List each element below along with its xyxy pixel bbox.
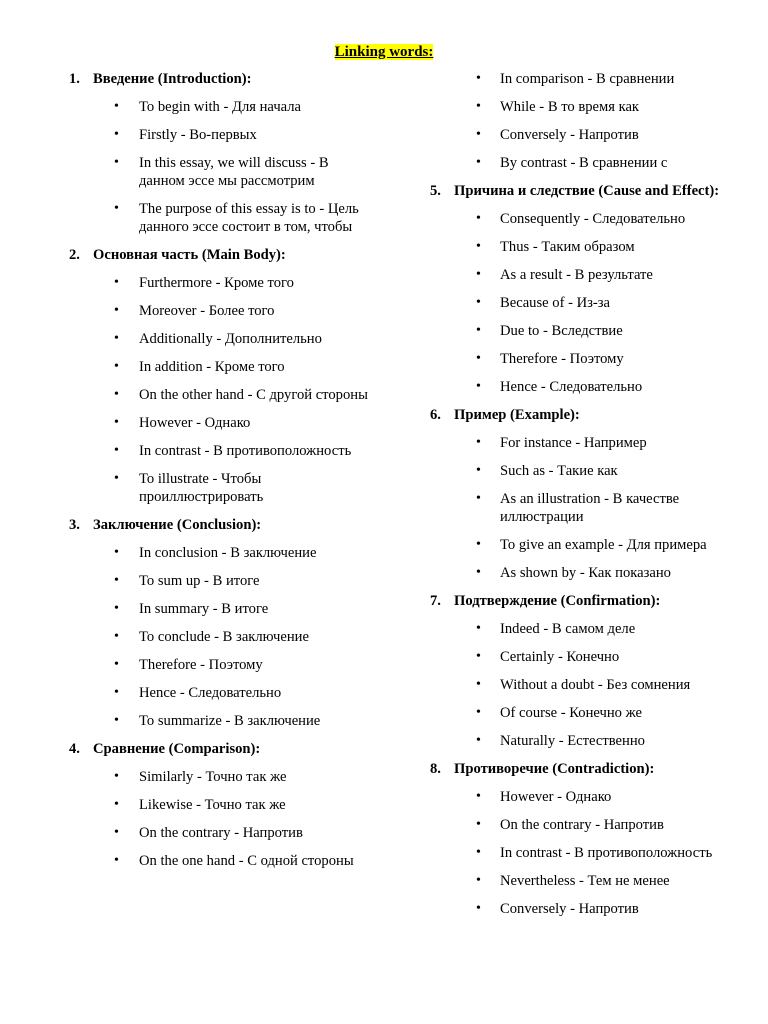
list-item: • To sum up - В итоге [69,572,369,590]
list-item: • Similarly - Точно так же [69,768,369,786]
section-heading [69,516,369,534]
list-item: • To begin with - Для начала [69,98,369,116]
list-item: • Moreover - Более того [69,302,369,320]
section-heading-text: Основная часть (Main Body): [93,247,286,263]
page-title [0,43,768,61]
section-heading [69,740,369,758]
section-heading-text: Сравнение (Comparison): [93,741,261,757]
list-item: • On the contrary - Напротив [69,824,369,842]
item-list [69,544,369,730]
list-item: • To give an example - Для примера [430,536,750,554]
list-item: • In contrast - В противоположность [430,844,750,862]
list-item: • On the other hand - С другой стороны [69,386,369,404]
section [430,182,750,396]
section-heading [430,406,750,424]
list-item: • As an illustration - В качестве иллюстрации [430,490,750,526]
list-item: • For instance - Например [430,434,750,452]
page-title-text: Linking words: [334,44,434,60]
section-number: 3. [69,517,80,533]
list-item: • On the one hand - С одной стороны [69,852,369,870]
list-item: • As shown by - Как показано [430,564,750,582]
list-item: • The purpose of this essay is to - Цель данного эссе состоит в том, чтобы [69,200,369,236]
item-list [69,98,369,236]
section-heading-text: Введение (Introduction): [93,71,252,87]
list-item: • Indeed - В самом деле [430,620,750,638]
list-item: • Due to - Вследствие [430,322,750,340]
list-item: • In this essay, we will discuss - В данном эссе мы рассмотрим [69,154,369,190]
list-item: • By contrast - В сравнении с [430,154,750,172]
list-item: • Naturally - Естественно [430,732,750,750]
section-heading-text: Причина и следствие (Cause and Effect): [454,183,720,199]
item-list [430,210,750,396]
section-number: 5. [430,183,441,199]
list-item: • Furthermore - Кроме того [69,274,369,292]
list-item: • Because of - Из-за [430,294,750,312]
section [430,592,750,750]
list-item: • In comparison - В сравнении [430,70,750,88]
section-heading-text: Пример (Example): [454,407,580,423]
list-item: • To conclude - В заключение [69,628,369,646]
section-number: 7. [430,593,441,609]
list-item: • To illustrate - Чтобы проиллюстрировать [69,470,369,506]
section [69,246,369,506]
list-item: • Additionally - Дополнительно [69,330,369,348]
list-item: • Consequently - Следовательно [430,210,750,228]
section [69,70,369,236]
section-heading-text: Противоречие (Contradiction): [454,761,655,777]
list-item: • In contrast - В противоположность [69,442,369,460]
item-list [69,274,369,506]
list-item: • Such as - Такие как [430,462,750,480]
list-item: • While - В то время как [430,98,750,116]
item-list [430,434,750,582]
section-number: 2. [69,247,80,263]
item-list [430,620,750,750]
section-heading [430,182,750,200]
list-item: • Conversely - Напротив [430,900,750,918]
list-item: • As a result - В результате [430,266,750,284]
section-heading [430,760,750,778]
section-heading [430,592,750,610]
list-item: • To summarize - В заключение [69,712,369,730]
list-item: • Nevertheless - Тем не менее [430,872,750,890]
item-list [430,788,750,918]
list-item: • On the contrary - Напротив [430,816,750,834]
section-number: 1. [69,71,80,87]
list-item: • Thus - Таким образом [430,238,750,256]
list-item: • Conversely - Напротив [430,126,750,144]
list-item: • However - Однако [430,788,750,806]
list-item: • Of course - Конечно же [430,704,750,722]
list-item: • Therefore - Поэтому [430,350,750,368]
list-item: • In summary - В итоге [69,600,369,618]
section-heading-text: Подтверждение (Confirmation): [454,593,661,609]
list-item: • Likewise - Точно так же [69,796,369,814]
section-heading [69,70,369,88]
list-item: • Therefore - Поэтому [69,656,369,674]
section [430,406,750,582]
section-number: 8. [430,761,441,777]
section-heading-text: Заключение (Conclusion): [93,517,262,533]
section [430,760,750,918]
list-item: • Hence - Следовательно [69,684,369,702]
list-item: • Firstly - Во-первых [69,126,369,144]
list-item: • Without a doubt - Без сомнения [430,676,750,694]
continuation-list [430,70,750,172]
item-list [69,768,369,870]
list-item: • Certainly - Конечно [430,648,750,666]
list-item: • Hence - Следовательно [430,378,750,396]
list-item: • In conclusion - В заключение [69,544,369,562]
section [69,516,369,730]
right-column [430,70,750,928]
section [69,740,369,870]
section-number: 4. [69,741,80,757]
list-item: • However - Однако [69,414,369,432]
left-column [69,70,369,880]
list-item: • In addition - Кроме того [69,358,369,376]
section-heading [69,246,369,264]
section-number: 6. [430,407,441,423]
